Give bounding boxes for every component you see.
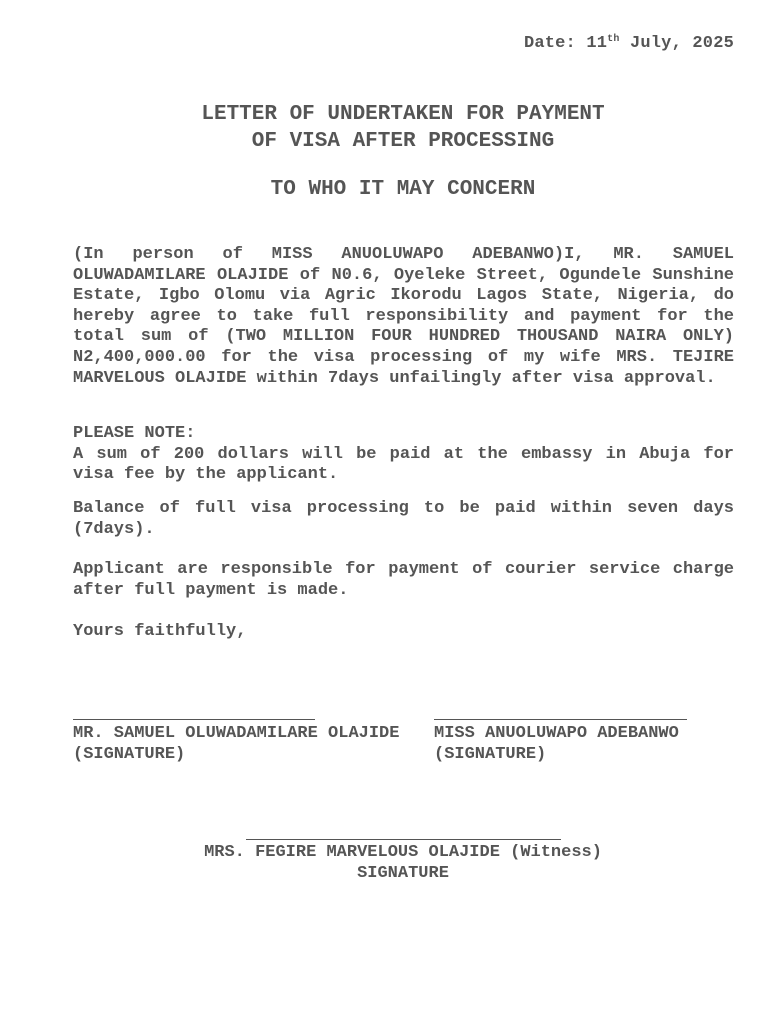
note-heading: PLEASE NOTE: (73, 424, 196, 443)
signature-label-second: (SIGNATURE) (434, 744, 547, 764)
signature-block-first (73, 724, 399, 765)
signature-line-first (73, 719, 315, 720)
courier-text: Applicant are responsible for payment of courier service charge after full payment is made. (73, 560, 734, 600)
salutation: TO WHO IT MAY CONCERN (270, 178, 536, 201)
undertaking-paragraph (73, 245, 734, 389)
date-suffix: July, 2025 (619, 34, 734, 53)
signature-label-first: (SIGNATURE) (73, 744, 186, 764)
note-text: A sum of 200 dollars will be paid at the embassy in Abuja for visa fee by the applicant. (73, 444, 734, 485)
signatory-name-second: MISS ANUOLUWAPO ADEBANWO (434, 724, 679, 743)
witness-name: MRS. FEGIRE MARVELOUS OLAJIDE (Witness) (204, 843, 602, 862)
balance-text: Balance of full visa processing to be paid within seven days (7days). (73, 499, 734, 539)
signature-line-witness (246, 839, 561, 840)
signatory-name-first: MR. SAMUEL OLUWADAMILARE OLAJIDE (73, 724, 400, 743)
closing-text: Yours faithfully, (73, 622, 247, 641)
witness-signature-label: SIGNATURE (357, 863, 449, 883)
signature-block-witness (38, 843, 768, 884)
signature-block-second (434, 724, 679, 765)
date-ordinal: th (607, 34, 620, 45)
signature-line-second (434, 719, 687, 720)
balance-paragraph (73, 499, 734, 540)
undertaking-text: (In person of MISS ANUOLUWAPO ADEBANWO)I, MR. SAMUEL OLUWADAMILARE OLAJIDE of N0.6, Oyeleke Street, Ogundele Sunshine Estate, Igbo Olomu via Agric Ikorodu Lagos State, Nigeria, do hereby agree to take full responsibility and payment for the total sum of (TWO MILLION FOUR HUNDRED THOUSAND NAIRA ONLY) N2,400,000.00 for the visa processing of my wife MRS. TEJIRE MARVELOUS OLAJIDE within 7days unfailingly after visa approval. (73, 245, 734, 388)
letter-date (524, 34, 734, 53)
letter-title (38, 101, 768, 155)
closing (73, 622, 734, 643)
date-prefix: Date: 11 (523, 34, 608, 53)
title-line-2: OF VISA AFTER PROCESSING (251, 130, 555, 153)
courier-paragraph (73, 560, 734, 601)
title-line-1: LETTER OF UNDERTAKEN FOR PAYMENT (201, 103, 605, 126)
note-section (73, 424, 734, 486)
